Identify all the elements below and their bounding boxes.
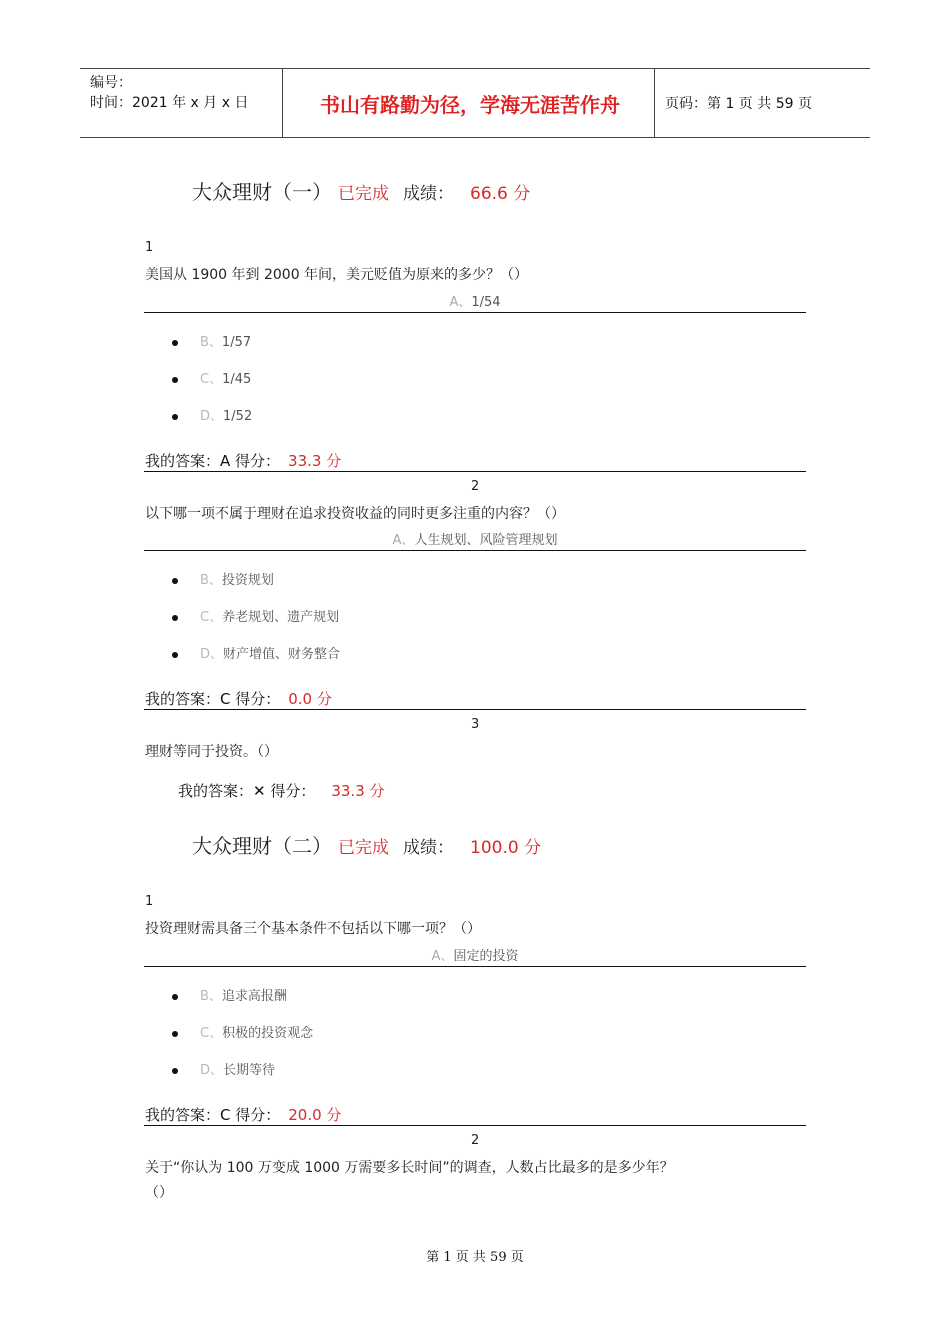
option-text: 财产增值、财务整合 <box>223 647 341 662</box>
score-label: 成绩： <box>403 838 454 858</box>
option-text: 1/45 <box>222 372 252 387</box>
answer-text: 得分： <box>265 782 316 800</box>
bullet-icon <box>172 994 178 1000</box>
option-text: 人生规划、风险管理规划 <box>414 533 558 548</box>
answer-points: 0.0 分 <box>288 690 332 708</box>
header-page-info: 页码：第 1 页 共 59 页 <box>665 96 812 112</box>
option-text: 长期等待 <box>223 1063 276 1078</box>
option-letter: B、 <box>200 989 222 1004</box>
bullet-icon <box>172 414 178 420</box>
option-text: 积极的投资观念 <box>222 1026 314 1041</box>
section-score: 100.0 分 <box>470 838 542 858</box>
option-text: 投资规划 <box>221 573 274 588</box>
header-divider <box>282 69 283 137</box>
my-answer <box>178 780 385 801</box>
section2-title <box>192 830 541 859</box>
divider <box>144 471 806 472</box>
bullet-icon <box>172 377 178 383</box>
option-letter: A、 <box>431 949 454 964</box>
divider <box>144 312 806 313</box>
answer-text: 我的答案：A 得分： <box>145 452 281 470</box>
option-d <box>172 405 252 424</box>
date-line: 时间：2021 年 x 月 x 日 <box>90 95 249 111</box>
my-answer <box>145 688 332 709</box>
question-text: 投资理财需具备三个基本条件不包括以下哪一项？（） <box>145 921 481 937</box>
option-text: 固定的投资 <box>453 949 519 964</box>
answer-text: 我的答案：C 得分： <box>145 1106 281 1124</box>
cross-icon: ✕ <box>253 782 266 800</box>
bullet-icon <box>172 1068 178 1074</box>
answer-points: 20.0 分 <box>288 1106 342 1124</box>
option-letter: C、 <box>200 1026 223 1041</box>
question-number: 3 <box>471 717 480 732</box>
option-letter: C、 <box>200 610 223 625</box>
option-b <box>172 985 287 1004</box>
question-text: 关于“你认为 100 万变成 1000 万需要多长时间”的调查，人数占比最多的是多少年？ <box>145 1160 674 1176</box>
section1-title <box>192 176 530 205</box>
section-status: 已完成 <box>338 838 389 858</box>
option-d <box>172 643 340 662</box>
bullet-icon <box>172 652 178 658</box>
section-status: 已完成 <box>338 184 389 204</box>
score-label: 成绩： <box>403 184 454 204</box>
option-b <box>172 569 274 588</box>
document-header <box>80 68 870 138</box>
question-number: 1 <box>145 894 154 909</box>
answer-points: 33.3 分 <box>331 782 385 800</box>
option-text: 养老规划、遗产规划 <box>222 610 340 625</box>
question-number: 2 <box>471 479 480 494</box>
number-label: 编号： <box>90 75 132 91</box>
option-c <box>172 368 251 387</box>
option-text: 1/57 <box>221 335 252 350</box>
divider <box>144 550 806 551</box>
answer-points: 33.3 分 <box>288 452 342 470</box>
bullet-icon <box>172 1031 178 1037</box>
option-letter: B、 <box>200 573 222 588</box>
option-text: 1/52 <box>223 409 253 424</box>
option-b <box>172 331 251 350</box>
answer-text: 我的答案：C 得分： <box>145 690 281 708</box>
question-text-continued: （） <box>145 1185 173 1201</box>
my-answer <box>145 1104 341 1125</box>
option-c <box>172 606 339 625</box>
page-footer: 第 1 页 共 59 页 <box>426 1250 524 1265</box>
section-title-text: 大众理财（一） <box>192 180 332 204</box>
question-number: 1 <box>145 240 154 255</box>
divider <box>144 709 806 710</box>
option-letter: C、 <box>200 372 223 387</box>
option-c <box>172 1022 313 1041</box>
section-score: 66.6 分 <box>470 184 531 204</box>
option-letter: D、 <box>200 1063 224 1078</box>
section-title-text: 大众理财（二） <box>192 834 332 858</box>
answer-text: 我的答案： <box>178 782 254 800</box>
option-letter: D、 <box>200 647 224 662</box>
option-a <box>145 291 805 310</box>
option-letter: A、 <box>392 533 415 548</box>
header-meta <box>90 73 248 113</box>
option-letter: B、 <box>200 335 222 350</box>
option-letter: A、 <box>449 295 472 310</box>
option-text: 1/54 <box>471 295 501 310</box>
question-number: 2 <box>471 1133 480 1148</box>
option-a <box>145 945 805 964</box>
option-a <box>145 529 805 548</box>
option-letter: D、 <box>200 409 224 424</box>
divider <box>144 966 806 967</box>
option-d <box>172 1059 275 1078</box>
question-text: 以下哪一项不属于理财在追求投资收益的同时更多注重的内容？（） <box>145 506 565 522</box>
bullet-icon <box>172 340 178 346</box>
question-text: 理财等同于投资。（） <box>145 744 278 760</box>
my-answer <box>145 450 341 471</box>
option-text: 追求高报酬 <box>221 989 287 1004</box>
question-text: 美国从 1900 年到 2000 年间，美元贬值为原来的多少？（） <box>145 267 529 283</box>
divider <box>144 1125 806 1126</box>
header-motto: 书山有路勤为径，学海无涯苦作舟 <box>320 92 620 117</box>
bullet-icon <box>172 578 178 584</box>
bullet-icon <box>172 615 178 621</box>
